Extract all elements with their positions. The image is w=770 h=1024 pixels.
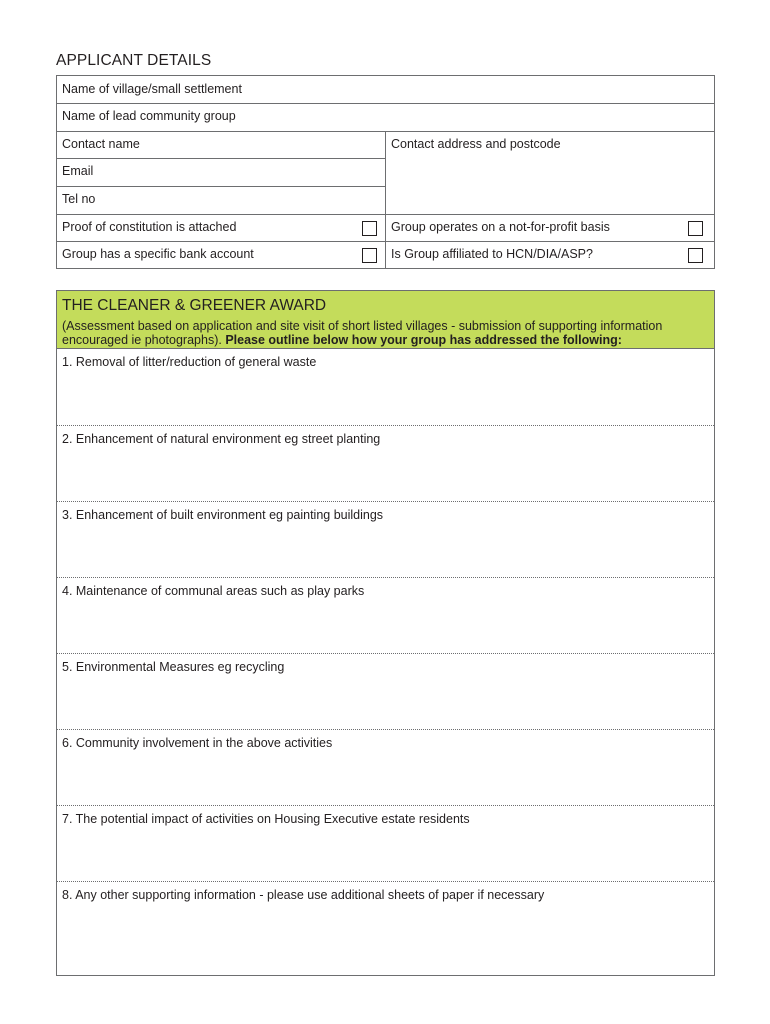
award-instructions-text: (Assessment based on application and site visit of short listed villages - submission of supporting information encouraged ie photographs).: [62, 319, 663, 347]
question-label: 3. Enhancement of built environment eg painting buildings: [62, 508, 384, 522]
lead-group-field[interactable]: [57, 103, 714, 131]
contact-name-label: Contact name: [62, 137, 140, 151]
village-name-field[interactable]: [57, 76, 714, 103]
bank-account-checkbox[interactable]: [362, 248, 377, 263]
not-for-profit-row: [386, 214, 714, 241]
tel-field[interactable]: [57, 186, 385, 214]
award-title: THE CLEANER & GREENER AWARD: [62, 297, 327, 314]
affiliated-row: [386, 241, 714, 268]
question-box[interactable]: [57, 349, 714, 425]
not-for-profit-label: Group operates on a not-for-profit basis: [391, 220, 610, 234]
applicant-details-heading: APPLICANT DETAILS: [56, 52, 212, 69]
contact-address-field[interactable]: [386, 131, 714, 214]
question-label: 7. The potential impact of activities on Housing Executive estate residents: [62, 812, 470, 826]
question-box[interactable]: [57, 881, 714, 975]
award-instructions-emphasis: Please outline below how your group has addressed the following:: [225, 333, 622, 347]
question-label: 8. Any other supporting information - please use additional sheets of paper if necessary: [62, 888, 545, 902]
affiliated-checkbox[interactable]: [688, 248, 703, 263]
question-label: 2. Enhancement of natural environment eg street planting: [62, 432, 381, 446]
question-label: 1. Removal of litter/reduction of general waste: [62, 355, 317, 369]
question-box[interactable]: [57, 425, 714, 501]
question-label: 5. Environmental Measures eg recycling: [62, 660, 285, 674]
email-field[interactable]: [57, 158, 385, 186]
question-box[interactable]: [57, 501, 714, 577]
email-label: Email: [62, 164, 94, 178]
contact-name-field[interactable]: [57, 131, 385, 158]
constitution-checkbox[interactable]: [362, 221, 377, 236]
constitution-label: Proof of constitution is attached: [62, 220, 237, 234]
award-instructions: [62, 319, 707, 347]
question-label: 6. Community involvement in the above activities: [62, 736, 333, 750]
question-label: 4. Maintenance of communal areas such as play parks: [62, 584, 365, 598]
not-for-profit-checkbox[interactable]: [688, 221, 703, 236]
question-box[interactable]: [57, 805, 714, 881]
village-name-label: Name of village/small settlement: [62, 82, 242, 96]
contact-address-label: Contact address and postcode: [391, 137, 561, 151]
question-box[interactable]: [57, 577, 714, 653]
question-box[interactable]: [57, 653, 714, 729]
question-box[interactable]: [57, 729, 714, 805]
cleaner-greener-award-section: [56, 290, 715, 976]
affiliated-label: Is Group affiliated to HCN/DIA/ASP?: [391, 247, 593, 261]
tel-label: Tel no: [62, 192, 96, 206]
lead-group-label: Name of lead community group: [62, 109, 236, 123]
award-header: [57, 291, 714, 349]
constitution-row: [57, 214, 385, 241]
bank-account-label: Group has a specific bank account: [62, 247, 254, 261]
applicant-details-table: [56, 75, 715, 269]
bank-account-row: [57, 241, 385, 268]
